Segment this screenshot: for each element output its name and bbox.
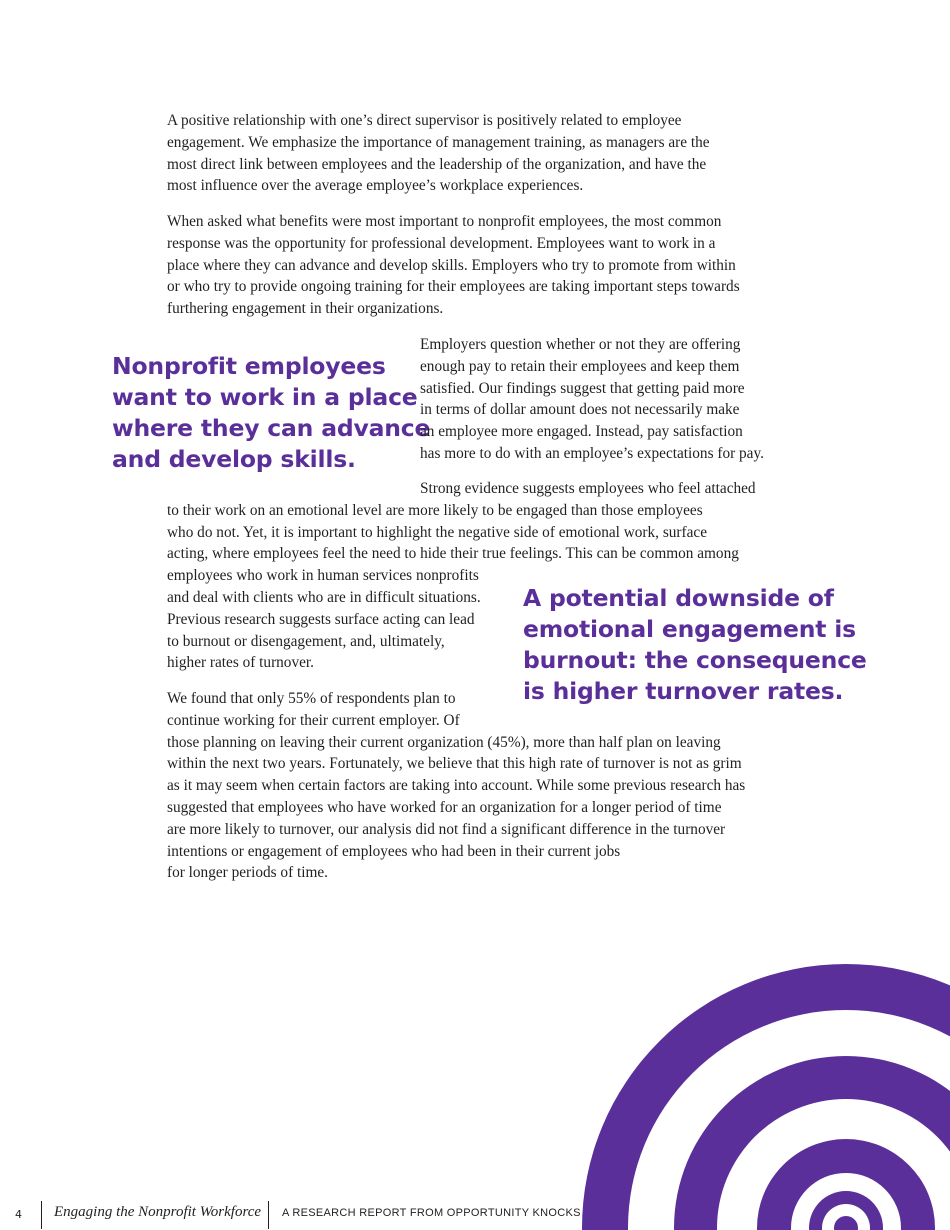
paragraph-pay (420, 334, 764, 465)
text-line: and deal with clients who are in difficult situations. (167, 588, 481, 606)
text-line: to burnout or disengagement, and, ultimately, (167, 632, 445, 650)
pull-quote-line: is higher turnover rates. (523, 677, 844, 705)
text-line: enough pay to retain their employees and keep them (420, 357, 740, 375)
paragraph-benefits (167, 211, 740, 320)
text-line: to their work on an emotional level are more likely to be engaged than those employees (167, 501, 703, 519)
pull-quote-line: burnout: the consequence (523, 646, 867, 674)
text-line: Employers question whether or not they are offering (420, 336, 741, 353)
text-line: acting, where employees feel the need to hide their true feelings. This can be common among (167, 545, 739, 563)
footer-divider (41, 1201, 42, 1229)
pull-quote-line: where they can advance (112, 414, 431, 442)
pull-quote-line: emotional engagement is (523, 615, 856, 643)
text-line: response was the opportunity for professional development. Employees want to work in a (167, 234, 716, 252)
text-line: most direct link between employees and the leadership of the organization, and have the (167, 155, 707, 173)
text-line: A positive relationship with one’s direct supervisor is positively related to employee (167, 112, 682, 129)
text-line: within the next two years. Fortunately, we believe that this high rate of turnover is not as grim (167, 755, 742, 773)
rings-group (582, 964, 950, 1230)
pull-quote-advance (112, 351, 430, 475)
pull-quote-line: A potential downside of (523, 584, 834, 612)
page-number: 4 (15, 1208, 22, 1221)
report-label: A RESEARCH REPORT FROM OPPORTUNITY KNOCKS (282, 1207, 581, 1219)
text-line: Strong evidence suggests employees who feel attached (420, 480, 756, 497)
pull-quote-line: Nonprofit employees (112, 352, 386, 380)
text-line: an employee more engaged. Instead, pay satisfaction (420, 423, 743, 441)
publication-title: Engaging the Nonprofit Workforce (54, 1204, 262, 1220)
text-line: continue working for their current employer. Of (167, 711, 460, 729)
text-line: satisfied. Our findings suggest that getting paid more (420, 379, 745, 397)
text-line: higher rates of turnover. (167, 654, 314, 672)
text-line: has more to do with an employee’s expectations for pay. (420, 444, 764, 462)
footer-divider (268, 1201, 269, 1229)
pull-quote-line: and develop skills. (112, 445, 356, 473)
text-line: employees who work in human services nonprofits (167, 567, 479, 585)
text-line: engagement. We emphasize the importance of management training, as managers are the (167, 133, 710, 151)
paragraph-turnover (167, 688, 745, 884)
page-footer (0, 1200, 620, 1230)
text-line: are more likely to turnover, our analysis did not find a significant difference in the turnover (167, 820, 726, 838)
text-line: most influence over the average employee’s workplace experiences. (167, 177, 584, 195)
text-line: those planning on leaving their current organization (45%), more than half plan on leaving (167, 733, 721, 751)
text-line: in terms of dollar amount does not necessarily make (420, 401, 740, 419)
text-line: for longer periods of time. (167, 864, 328, 882)
pull-quote-line: want to work in a place (112, 383, 418, 411)
text-line: We found that only 55% of respondents plan to (167, 690, 456, 707)
text-line: furthering engagement in their organizations. (167, 300, 444, 318)
paragraph-supervisor (167, 110, 710, 197)
text-line: as it may seem when certain factors are taking into account. While some previous research has (167, 777, 746, 795)
text-line: Previous research suggests surface acting can lead (167, 610, 475, 628)
text-line: place where they can advance and develop skills. Employers who try to promote from within (167, 256, 736, 274)
text-line: suggested that employees who have worked for an organization for a longer period of time (167, 798, 722, 816)
text-line: or who try to provide ongoing training for their employees are taking important steps towards (167, 278, 740, 296)
text-line: intentions or engagement of employees who had been in their current jobs (167, 842, 621, 860)
text-line: When asked what benefits were most important to nonprofit employees, the most common (167, 213, 722, 230)
text-line: who do not. Yet, it is important to highlight the negative side of emotional work, surface (167, 523, 707, 541)
